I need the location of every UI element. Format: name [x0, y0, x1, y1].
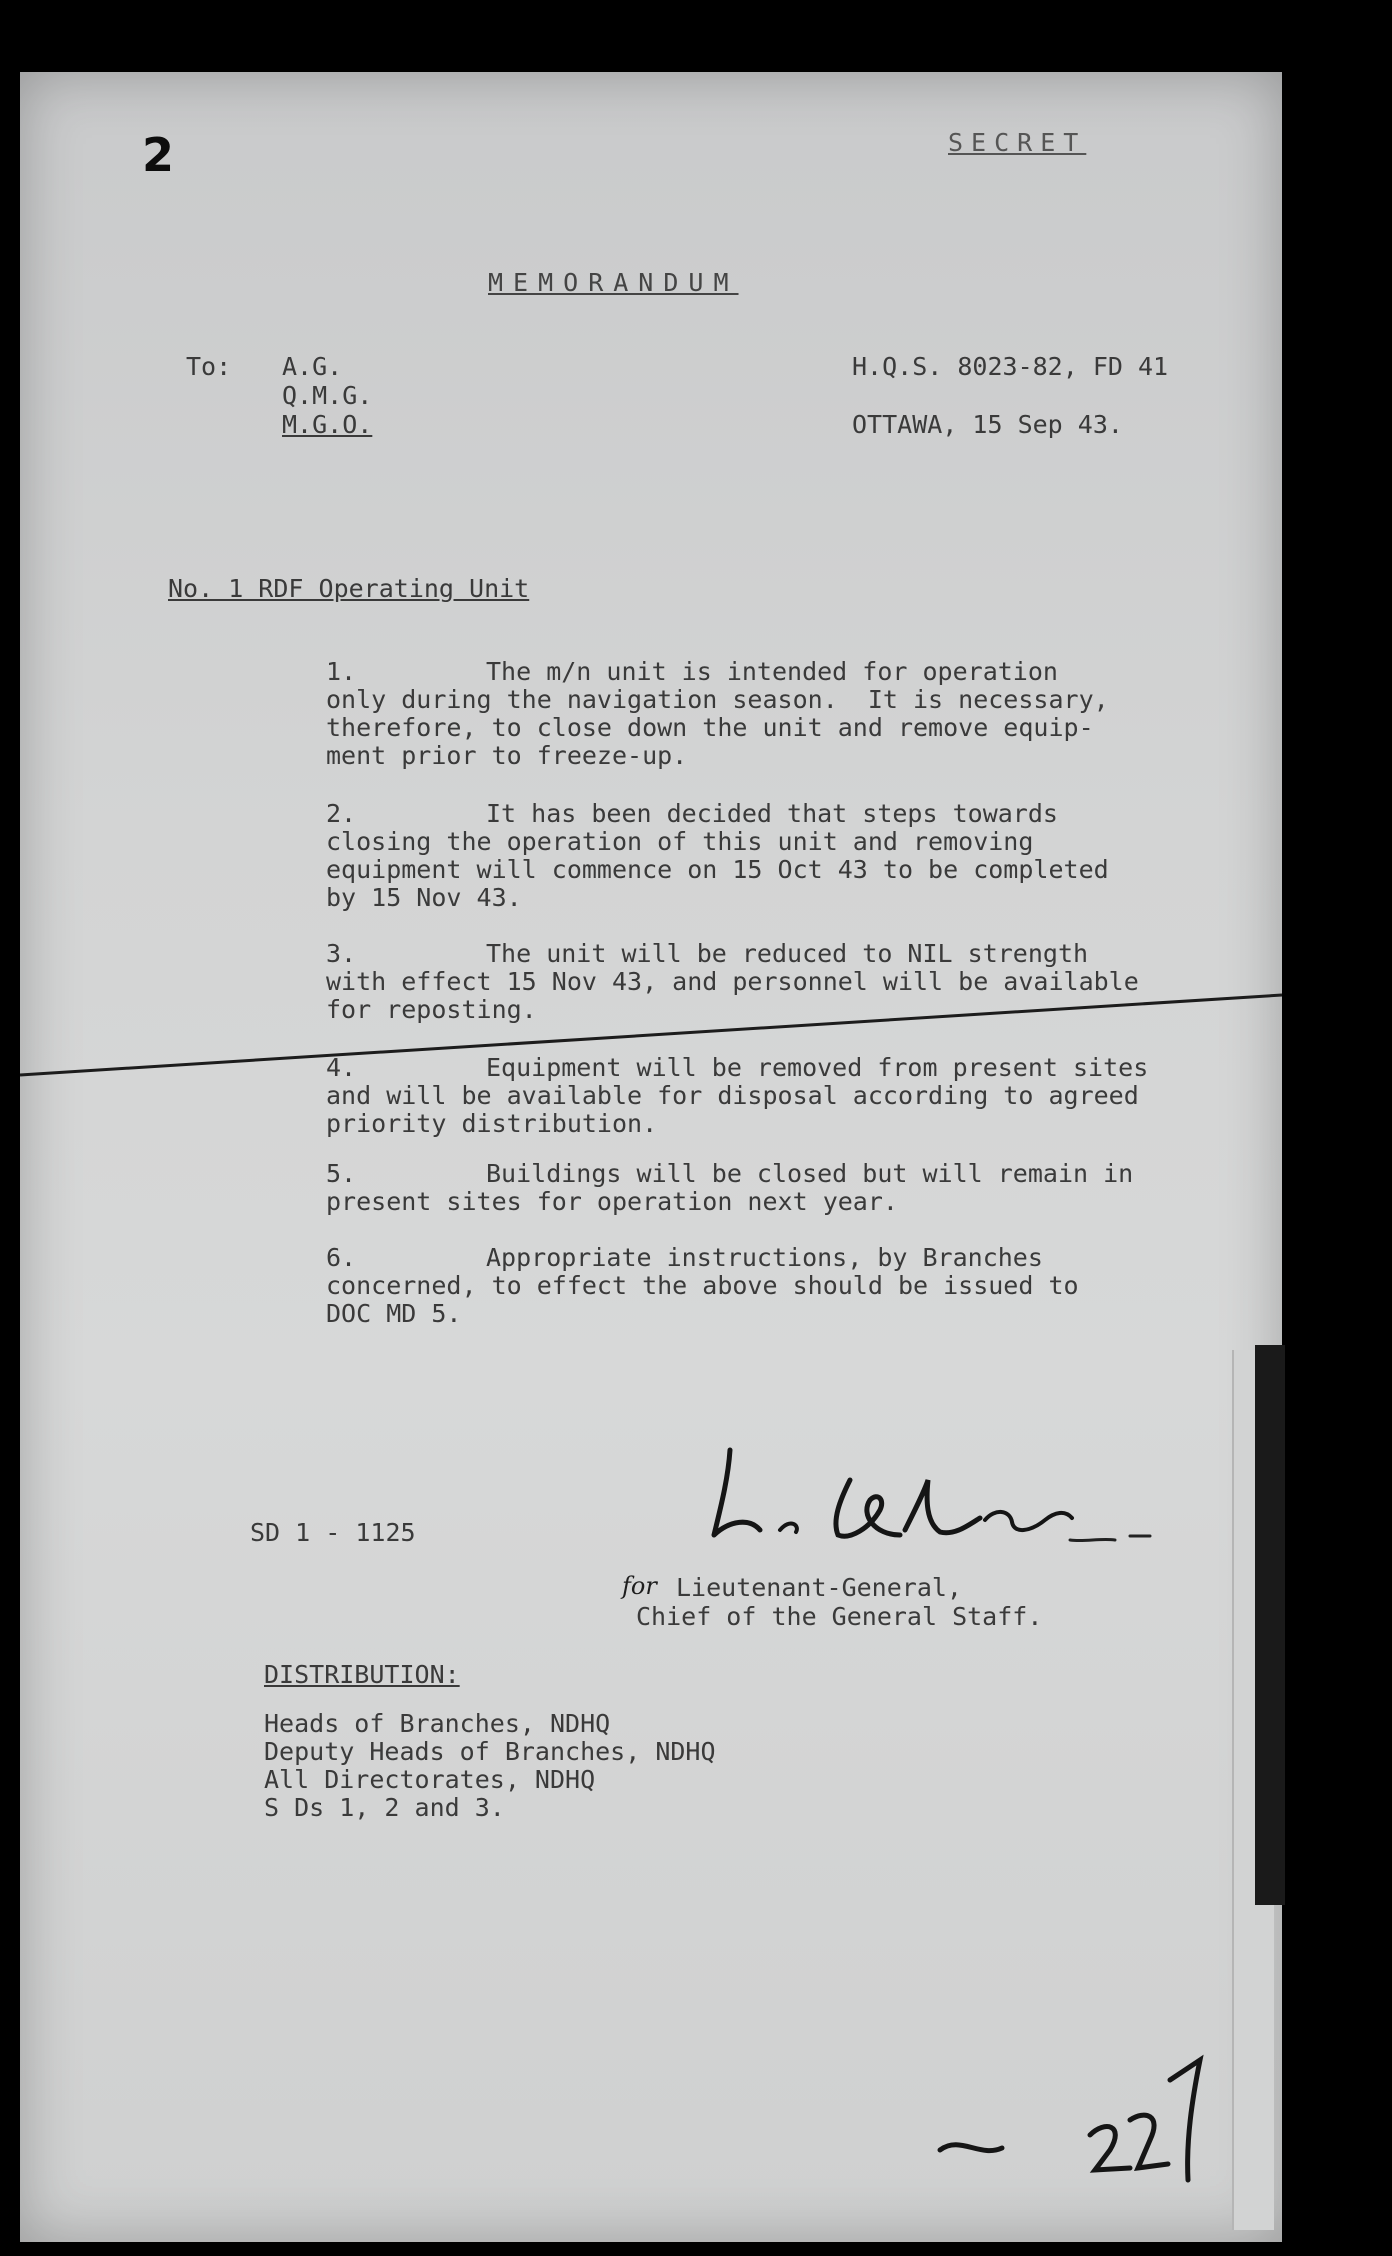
paragraph-line: ment prior to freeze-up.	[326, 741, 688, 770]
paragraph-number: 6.	[326, 1243, 357, 1272]
paragraph-line: Buildings will be closed but will remain in	[486, 1159, 1134, 1188]
distribution-heading: DISTRIBUTION:	[264, 1660, 460, 1689]
paragraph-line: The m/n unit is intended for operation	[486, 657, 1058, 686]
signature-rank: Lieutenant-General,	[676, 1573, 962, 1602]
distribution-item: All Directorates, NDHQ	[264, 1765, 596, 1794]
paragraph-line: present sites for operation next year.	[326, 1187, 898, 1216]
file-reference: H.Q.S. 8023-82, FD 41	[852, 352, 1169, 381]
paragraph-line: closing the operation of this unit and removing	[326, 827, 1034, 856]
paragraph-number: 4.	[326, 1053, 357, 1082]
paragraph-line: Equipment will be removed from present sites	[486, 1053, 1149, 1082]
handwritten-signature	[700, 1440, 1180, 1580]
paragraph-6	[326, 1244, 1079, 1328]
paragraph-number: 2.	[326, 799, 357, 828]
memo-paper	[20, 72, 1282, 2242]
signature-title: Chief of the General Staff.	[636, 1602, 1043, 1631]
distribution-item: Heads of Branches, NDHQ	[264, 1709, 611, 1738]
paragraph-line: and will be available for disposal according to agreed	[326, 1081, 1139, 1110]
place-date: OTTAWA, 15 Sep 43.	[852, 410, 1123, 439]
paragraph-line: Appropriate instructions, by Branches	[486, 1243, 1043, 1272]
reference-code: SD 1 - 1125	[250, 1518, 416, 1547]
recipient: M.G.O.	[282, 410, 373, 439]
subject-line: No. 1 RDF Operating Unit	[168, 574, 530, 603]
paragraph-line: only during the navigation season. It is necessary,	[326, 685, 1109, 714]
paragraph-2	[326, 800, 1109, 912]
paragraph-line: DOC MD 5.	[326, 1299, 462, 1328]
recipient: A.G.	[282, 352, 343, 381]
signature-prefix: for	[622, 1572, 657, 1600]
distribution-item: S Ds 1, 2 and 3.	[264, 1793, 505, 1822]
paragraph-4	[326, 1053, 1149, 1138]
paper-edge-shadow	[1255, 1345, 1285, 1905]
paragraph-3	[326, 940, 1139, 1024]
distribution-item: Deputy Heads of Branches, NDHQ	[264, 1737, 716, 1766]
paragraph-line: therefore, to close down the unit and remove equip-	[326, 713, 1094, 742]
paragraph-number: 5.	[326, 1159, 357, 1188]
paragraph-line: concerned, to effect the above should be issued to	[326, 1271, 1079, 1300]
paragraph-line: The unit will be reduced to NIL strength	[486, 939, 1089, 968]
paragraph-number: 3.	[326, 939, 357, 968]
paragraph-5	[326, 1159, 1134, 1216]
to-label: To:	[186, 352, 232, 381]
page-marker: 2	[142, 128, 175, 182]
paragraph-line: equipment will commence on 15 Oct 43 to be completed	[326, 855, 1109, 884]
classification-stamp: SECRET	[948, 128, 1087, 157]
memo-title: MEMORANDUM	[488, 268, 739, 297]
handwritten-page-number	[930, 2040, 1210, 2190]
paragraph-line: with effect 15 Nov 43, and personnel will be available	[326, 967, 1139, 996]
paragraph-line: by 15 Nov 43.	[326, 883, 522, 912]
paragraph-number: 1.	[326, 657, 357, 686]
paragraph-line: priority distribution.	[326, 1109, 658, 1138]
paragraph-line: for reposting.	[326, 995, 537, 1024]
recipient: Q.M.G.	[282, 381, 373, 410]
paragraph-1	[326, 658, 1109, 770]
paragraph-line: It has been decided that steps towards	[486, 799, 1058, 828]
